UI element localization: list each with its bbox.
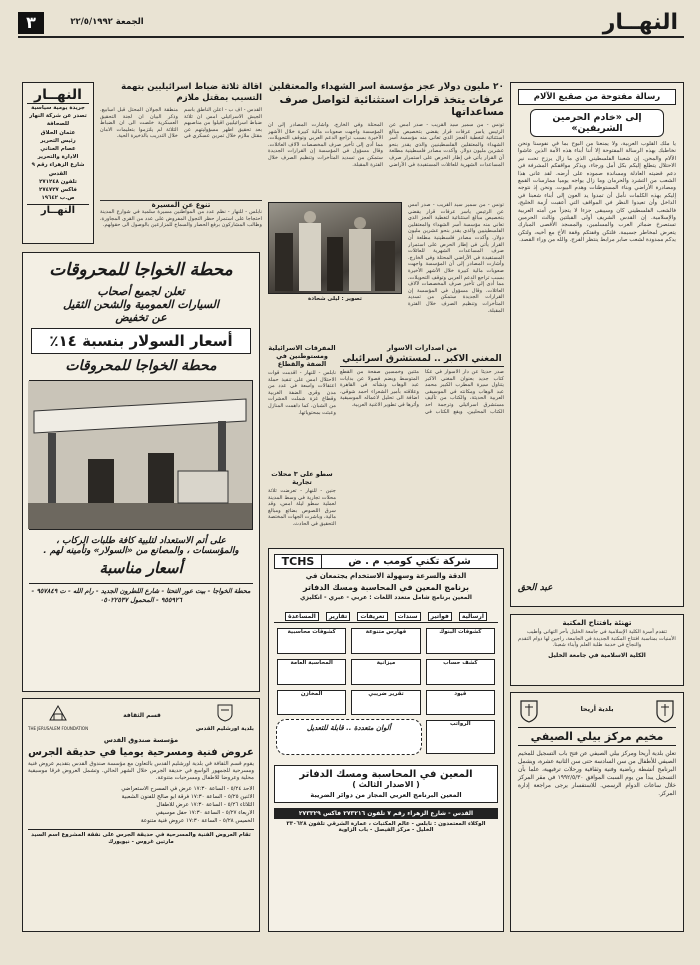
software-tagline: الدقة والسرعة وسهولة الاستخدام يجتمعان في xyxy=(305,572,467,580)
index-line: فاكس ٢٧٤٧٢٧ xyxy=(39,187,77,194)
open-letter-body: يا ملك القلوب العربية، ولا يمنعنا من البوح بما في نفوسنا ونحن نخاطبك بهذه الرسالة المفتوحة إلا أننا أبناء هذه الأمة الذين عاشوا الآلام والمحن. إن شعبنا الفلسطيني الذي ما زال يرزح تحت نير الاحتلال يتطلع إليكم بكل أمل ورجاء، ويذكر مواقفكم المشرفة في دعم قضيته العادلة ومساندة صموده على أرضه. لقد عانى هذا الشعب من التشرد والحرمان وما زال يواجه يوميا ممارسات القمع ومصادرة الأراضي وبناء المستوطنات وهدم البيوت. ونحن إذ نتوجه إليكم بهذه الكلمات نأمل أن تمدوا يد العون إلى أبناء شعبنا في الداخل وأن تعيدوا النظر في المواقف التي أعقبت أزمة الخليج، فالشعب الفلسطيني كان وسيبقى جزءا لا يتجزأ من أمته العربية والإسلامية. إن القدس الشريف أولى القبلتين وثالث الحرمين تستصرخ ضمائر العرب والمسلمين، والمسجد الأقصى المبارك يتعرض لمخاطر جسيمة. فلتكن وقفتكم وقفة الأخ مع أخيه، ولتكن يدكم ممدودة لشعب صابر مرابط ينتظر الفرج. والله من وراء القصد. xyxy=(518,141,676,244)
software-address2: الوكلاء المعتمدون : نابلس - عالم المكتبات ، عمارة الشرقي تلفون ٣٣٠٦٢٨ xyxy=(286,821,486,827)
theft-headline: سطو على ٣ محلات تجارية xyxy=(271,470,333,486)
lead-story xyxy=(268,82,504,338)
fuel-ad-bottom2: والمؤسسات ، والمصانع من «السولار» وتأمينه لهم . xyxy=(43,546,239,556)
software-ad-header xyxy=(274,554,498,569)
open-letter-title: رسالة مفتوحة من صقيع الآلام xyxy=(518,89,676,105)
software-box: الرواتب xyxy=(426,720,495,754)
lead-photo xyxy=(268,202,402,294)
camp-title: مخيم مركز بيلي الصيفي xyxy=(518,727,676,746)
fuel-ad-line1: تعلن لجميع أصحاب xyxy=(97,285,185,298)
book-article xyxy=(340,344,504,544)
index-line: شارع الزهراء رقم ٩ xyxy=(31,162,85,169)
software-ad xyxy=(268,548,504,932)
software-logo: TCHS xyxy=(275,555,322,568)
lead-headline: عرفات يتخذ قرارات استثنائية لتواصل صرف مساعداتها xyxy=(279,94,504,118)
software-address1: القدس - شارع الزهراء رقم ٧ تلفون ٢٧٣٢١٦ فاكس ٢٧٣٣٢٩ xyxy=(274,808,498,819)
software-program2: المعين برنامج شامل متعدد اللغات : عربي - عبري - انكليزي xyxy=(300,594,472,601)
jerusalem-bell-garden-ad xyxy=(22,698,260,932)
summer-camp-ad xyxy=(510,692,684,932)
arrests-headline: المفرقات الاسرائيلية ومستوطنين في الضفة والقطاع xyxy=(268,344,336,368)
software-program: برنامج المعين في المحاسبة ومسك الدفاتر xyxy=(302,583,470,592)
software-bottom-program: المعين في المحاسبة ومسك الدفاتر xyxy=(299,769,473,780)
fuel-station-ad xyxy=(22,252,260,692)
open-letter-signature: عبد الحق xyxy=(518,583,553,593)
software-box: المخازن xyxy=(277,690,346,716)
index-line: القدس xyxy=(48,170,68,177)
page-number-box xyxy=(18,12,44,34)
schedule-item: الثلاثاء ٥/٢٦ - الساعة ١٧:٣٠ عرض للاطفال xyxy=(156,802,254,808)
schedule-item: الخميس ٥/٢٨ - الساعة ١٧:٣٠ عروض فنية متنوعة xyxy=(140,818,254,824)
municipal-emblem-icon xyxy=(215,704,235,722)
camp-body: تعلن بلدية أريحا ومركز بيلي الصيفي عن فتح باب التسجيل للمخيم الصيفي للأطفال من سن السادسة حتى سن الثانية عشرة، ويشمل البرنامج أنشطة رياضية وفنية وثقافية ورحلات ترفيهية، علما بأن التسجيل يبدأ من يوم السبت الموافق ١٩٩٢/٥/٣٠ في مقر المركز خلال ساعات الدوام الرسمي. للاستفسار يرجى مراجعة إدارة المركز. xyxy=(518,751,676,797)
software-menu-item: تقارير xyxy=(326,612,350,621)
jerusalem-ad-eng: THE JERUSALEM FOUNDATION xyxy=(28,726,89,731)
masthead-logo: النهــار xyxy=(602,10,678,35)
lead-body-side: تونس - من سمير سيد القريب - صدر أمس عن الرئيس ياسر عرفات قرار يقضي بتخصيص مبالغ استثنائية لتغطية العجز الذي تعاني منه مؤسسة أسر الشهداء والمعتقلين الفلسطينيين والذي يقدر بنحو عشرين مليون دولار. وأكدت مصادر فلسطينية مطلعة أن القرار يأتي في إطار الحرص على استمرار صرف المساعدات الشهرية للعائلات المستفيدة في الأراضي المحتلة وفي الخارج. وأشارت المصادر إلى أن المؤسسة واجهت صعوبات مالية كبيرة خلال الأشهر الأخيرة بسبب تراجع الدعم العربي وتوقف التحويلات، مما أدى إلى تأخير صرف المخصصات لآلاف العائلات. وقال مسؤول في المؤسسة إن القرارات الجديدة ستمكن من تسديد المتأخرات وتنظيم الصرف خلال الفترة المقبلة. xyxy=(408,202,504,314)
software-box: تقرير ضريبي xyxy=(351,690,420,716)
theft-article xyxy=(268,470,336,546)
foundation-logo-icon xyxy=(48,704,68,722)
camp-org: بلدية أريحا xyxy=(580,705,614,713)
open-letter-subtitle: إلى «خادم الحرمين الشريفين» xyxy=(530,109,664,137)
index-line: عثمان الحلاق xyxy=(40,129,76,136)
software-box: كشف حساب xyxy=(426,659,495,685)
index-line: تلفون ٢٧١٢٤٨ xyxy=(39,178,77,185)
arrests-body: نابلس - للنهار - اقدمت قوات الاحتلال امس على تنفيذ حملة اعتقالات واسعة في عدد من مدن وقرى الضفة الغربية وقطاع غزة شملت العشرات من الشبان، كما داهمت المنازل وعبثت بمحتوياتها. xyxy=(268,370,336,416)
fuel-ad-bottom3: أسعار مناسبة xyxy=(99,559,183,577)
curfew-article xyxy=(100,200,262,246)
jerusalem-ad-title: عروض فنية ومسرحية يوميا في حديقة الجرس xyxy=(28,747,254,758)
jerusalem-ad-fund: مؤسسة صندوق القدس xyxy=(103,736,179,744)
index-line: تصدر عن شركة النهار للصحافة xyxy=(29,113,87,128)
municipal-emblem-icon xyxy=(518,699,540,723)
gas-station-icon xyxy=(28,381,252,529)
book-body: صدر حديثا عن دار الاسوار في عكا كتاب جديد بعنوان المغني الاكبر يتناول سيرة المطرب الكبير محمد عبد الوهاب ومكانته في الموسيقى العربية الحديثة، والكتاب من تأليف مستشرق اسرائيلي وترجمة احد الكتاب المحليين. ويقع الكتاب في مئتين وخمسين صفحة من القطع المتوسط ويضم فصولا عن بدايات عبد الوهاب ونشأته في القاهرة وعلاقته بأمير الشعراء احمد شوقي، اضافة الى تحليل لاعماله الموسيقية وأثرها في تطوير الاغنية العربية. xyxy=(340,369,504,415)
index-logo: النهــار xyxy=(27,87,89,104)
software-bottom-tagline: المعين البرنامج العربي المجاز من دوائر الضريبة xyxy=(310,791,462,799)
index-line: عصام العناني xyxy=(40,146,76,153)
jerusalem-ad-org-block xyxy=(196,704,254,732)
jerusalem-ad-fund-block xyxy=(28,704,88,731)
software-menu-item: المساعدة xyxy=(285,612,319,621)
fuel-ad-title: محطة الخواجا للمحروقات xyxy=(49,260,233,280)
masthead-date: الجمعة ٢٢/٥/١٩٩٢ xyxy=(70,17,144,27)
software-box: ميزانية xyxy=(351,659,420,685)
congrats-sign: الكلية الاسلامية في جامعة الخليل xyxy=(548,651,646,659)
index-line: رئيس التحرير xyxy=(40,137,76,144)
software-company: شركة تكني كومب م . ض xyxy=(348,556,471,567)
software-menu xyxy=(274,603,498,623)
software-menu-item: سندات xyxy=(395,612,421,621)
fuel-ad-bottom1: على أتم الاستعداد لتلبية كافة طلبات الركاب ، xyxy=(56,536,226,546)
jerusalem-ad-dept: قسم الثقافة xyxy=(123,712,161,719)
software-menu-item: ارسالية xyxy=(459,612,487,621)
jerusalem-ad-org: بلدية اورشليم القدس xyxy=(195,726,254,732)
jerusalem-ad-schedule xyxy=(28,785,254,825)
index-line: الادارة والتحرير xyxy=(37,154,79,161)
software-box: المحاسبة العامة xyxy=(277,659,346,685)
software-box: كشوفات البنوك xyxy=(426,628,495,654)
software-box: كشوفات محاسبية xyxy=(277,628,346,654)
fuel-ad-line3: عن تخفيض xyxy=(115,311,167,324)
index-lines xyxy=(27,104,89,202)
lead-body-top: تونس - من سمير سيد القريب - صدر أمس عن الرئيس ياسر عرفات قرار يقضي بتخصيص مبالغ استثنائية لتغطية العجز الذي تعاني منه مؤسسة أسر الشهداء والمعتقلين الفلسطينيين والذي يقدر بنحو عشرين مليون دولار. وأكدت مصادر فلسطينية مطلعة أن القرار يأتي في إطار الحرص على استمرار صرف المساعدات الشهرية للعائلات المستفيدة في الأراضي المحتلة وفي الخارج. وأشارت المصادر إلى أن المؤسسة واجهت صعوبات مالية كبيرة خلال الأشهر الأخيرة بسبب تراجع الدعم العربي وتوقف التحويلات، مما أدى إلى تأخير صرف المخصصات لآلاف العائلات. وقال مسؤول في المؤسسة إن القرارات الجديدة ستمكن من تسديد المتأخرات وتنظيم الصرف خلال الفترة المقبلة. xyxy=(268,122,504,168)
fuel-ad-brand: محطة الخواجا للمحروقات xyxy=(65,358,217,374)
lead-photo-caption: تصوير : ليلى شحادة xyxy=(308,296,362,302)
software-stamp: ألوان متعددة .. قابلة للتعديل xyxy=(276,719,422,755)
schedule-item: الاثنين ٥/٢٥ - الساعة ١٧:٣٠ فرقة ابو صالح للفنون الشعبية xyxy=(121,794,254,800)
congrats-title: تهنئة بافتتاح المكتبة xyxy=(562,619,632,627)
fuel-ad-banner: أسعار السولار بنسبة ١٤٪ xyxy=(31,328,251,354)
index-line: ص.ب ١٩٦٤٢ xyxy=(41,195,75,202)
crowd-photo-icon xyxy=(268,203,401,294)
theft-body: جنين - للنهار - تعرضت ثلاثة محلات تجارية في وسط المدينة لعملية سطو ليلة امس، وقد سرق اللصوص بضائع ومبالغ مالية، وباشرت الجهات المختصة التحقيق في الحادث. xyxy=(268,488,336,527)
congrats-notice xyxy=(510,614,684,686)
arrests-article xyxy=(268,344,336,468)
curfew-headline: تنوع عن المسيرة xyxy=(151,201,211,209)
congrats-body: تتقدم أسرة الكلية الإسلامية في جامعة الخليل بأحر التهاني وأطيب الأمنيات بمناسبة افتتاح المكتبة الجديدة في الجامعة، راجين لها دوام التقدم والنجاح في خدمة طلبة العلم وأبناء شعبنا. xyxy=(518,629,676,649)
index-line: جريدة يومية سياسية xyxy=(31,105,85,111)
index-box xyxy=(22,82,94,244)
article-officers-body: القدس - اف ب - اعلن الناطق باسم الجيش الاسرائيلي امس ان ثلاثة ضباط اسرائيليين اقيلوا من مناصبهم بعد تحقيق اظهر مسؤوليتهم عن مقتل ملازم خلال تمرين عسكري في منطقة الجولان المحتل قبل اسابيع. وذكر البيان ان لجنة التحقيق العسكرية خلصت الى ان الضباط الثلاثة لم يلتزموا بتعليمات الامان خلال التدريب بالذخيرة الحية. xyxy=(100,107,262,140)
masthead xyxy=(18,8,684,38)
software-menu-item: تعريفات xyxy=(357,612,387,621)
software-box: قيود xyxy=(426,690,495,716)
camp-emblems xyxy=(518,699,676,723)
fuel-ad-line2: السيارات العمومية والشحن الثقيل xyxy=(63,298,219,311)
software-diagram xyxy=(274,623,498,759)
software-box: فهارس متنوعة xyxy=(351,628,420,654)
jerusalem-ad-footer: تقام العروض الفنية والمسرحية في حديقة الجرس على نفقة المشروع اسم السيد مارتين غروس - نيويورك xyxy=(28,829,254,846)
software-menu-item: فواتير xyxy=(428,612,452,621)
page-number: ٣ xyxy=(26,13,36,32)
software-address3: الخليل - مركز الفيصل - باب الزاوية xyxy=(338,827,434,833)
index-footer: النهــار xyxy=(27,204,89,216)
book-headline: المغني الاكبر .. لمستشرق اسرائيلي xyxy=(340,354,504,367)
book-kicker: من اصدارات الاسوار xyxy=(387,344,457,352)
open-letter-box xyxy=(510,82,684,607)
schedule-item: الاربعاء ٥/٢٧ - الساعة ١٧:٣٠ حفل موسيقي xyxy=(155,810,254,816)
fuel-ad-footer: محطة الخواجا - بيت عور التحتا - شارع اللطرون الجديد - رام الله - ت ٩٥٧٨٤٩ - ٩٥٥٩٢٦ - المحمول ٠٥٠٢٢٥٣٧ xyxy=(29,583,253,605)
schedule-item: الاحد ٥/٢٤ - الساعة ١٧:٣٠ عرض في المسرح الاستعراضي xyxy=(121,786,254,792)
fuel-station-photo xyxy=(29,380,253,530)
software-edition: ( الاصدار الثالث ) xyxy=(352,780,420,789)
article-officers-headline: اقالة ثلاثة ضباط اسرائيليين بتهمة التسبب بمقتل ملازم xyxy=(121,82,262,103)
software-bottom-block xyxy=(274,765,498,803)
curfew-body: نابلس - للنهار - نظم عدد من المواطنين مسيرة سلمية في شوارع المدينة احتجاجا على استمرار حظر التجول المفروض على عدد من القرى المجاورة، وطالب المشاركون برفع الحصار والسماح للمزارعين بالوصول الى حقولهم. xyxy=(100,209,262,229)
municipal-emblem-icon xyxy=(654,699,676,723)
lead-kicker: ٢٠ مليون دولار عجز مؤسسة اسر الشهداء والمعتقلين xyxy=(269,82,504,92)
jerusalem-ad-header xyxy=(28,704,254,734)
jerusalem-ad-body: يقوم قسم الثقافة في بلدية اورشليم القدس بالتعاون مع مؤسسة صندوق القدس بتقديم عروض فنية ومسرحية للجمهور الواسع في حديقة الجرس خلال الشهر الحالي. وتشمل العروض فرقا موسيقية محلية وعروضا للاطفال ومسرحيات متنوعة. xyxy=(28,761,254,781)
